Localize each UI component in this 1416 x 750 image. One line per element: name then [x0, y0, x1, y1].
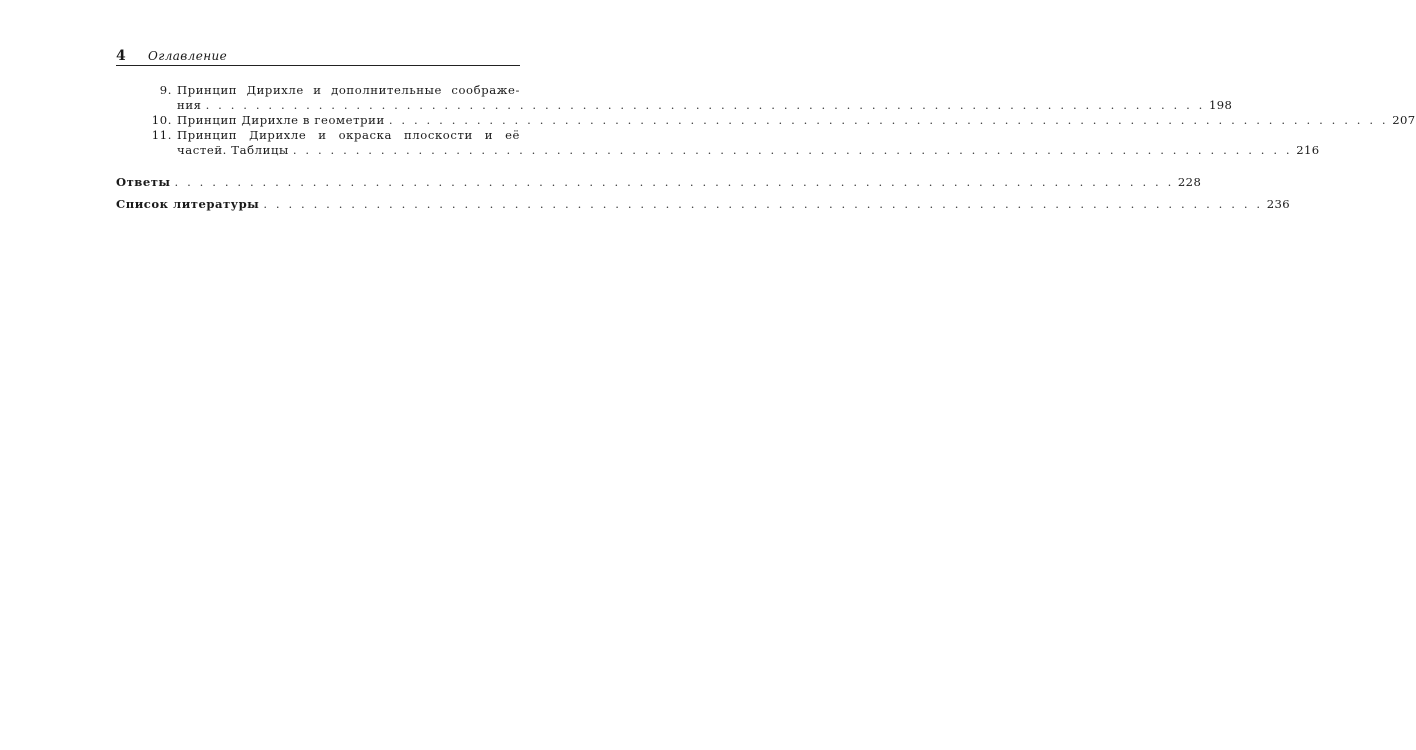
toc-section-bibliography — [116, 197, 1291, 212]
toc-page-number: 198 — [1208, 98, 1233, 112]
page-number: 4 — [116, 48, 126, 64]
toc-page-number: 216 — [1296, 143, 1320, 157]
toc-leader-row — [177, 143, 1320, 158]
toc-entry-11-line-2 — [116, 143, 1320, 158]
toc-leader-row — [116, 175, 1202, 190]
toc-leader-row — [177, 113, 1416, 128]
toc-section-title: Ответы — [116, 175, 171, 189]
toc-entry-title: Принцип Дирихле и дополнительные соображе- — [177, 83, 520, 97]
dot-leader: . . . . . . . . . . . . . . . . . . . . . . . . . . . . . . . . . . . . . . . . . . . . . . . . . . . . . . . . . . . . . . . . . . . . . . . . . . . . . . . . — [263, 197, 1263, 211]
toc-entry-11-line-1 — [116, 128, 520, 143]
toc-page-number: 207 — [1392, 113, 1416, 127]
toc-entry-9-line-2 — [116, 98, 1233, 113]
running-head — [116, 47, 520, 66]
toc-entry-title-continuation: частей. Таблицы — [177, 143, 289, 157]
dot-leader: . . . . . . . . . . . . . . . . . . . . . . . . . . . . . . . . . . . . . . . . . . . . . . . . . . . . . . . . . . . . . . . . . . . . . . . . . . . . . . . . — [388, 113, 1389, 127]
toc-entry-title: Принцип Дирихле в геометрии — [177, 113, 385, 127]
toc-section-title: Список литературы — [116, 197, 260, 211]
toc-entry-number: 11. — [151, 128, 172, 142]
toc-entry-title-continuation: ния — [177, 98, 202, 112]
toc-leader-row — [116, 197, 1291, 212]
toc-entry-number: 10. — [151, 113, 172, 127]
table-of-contents — [116, 83, 1416, 212]
toc-entry-number: 9. — [159, 83, 172, 97]
toc-entry-title: Принцип Дирихле и окраска плоскости и её — [177, 128, 520, 142]
running-head-title: Оглавление — [148, 49, 228, 63]
toc-page-number: 236 — [1266, 197, 1291, 211]
dot-leader: . . . . . . . . . . . . . . . . . . . . . . . . . . . . . . . . . . . . . . . . . . . . . . . . . . . . . . . . . . . . . . . . . . . . . . . . . . . . . . . . — [174, 175, 1174, 189]
toc-page-number: 228 — [1177, 175, 1202, 189]
toc-entry-9-line-1 — [116, 83, 520, 98]
dot-leader: . . . . . . . . . . . . . . . . . . . . . . . . . . . . . . . . . . . . . . . . . . . . . . . . . . . . . . . . . . . . . . . . . . . . . . . . . . . . . . . . — [205, 98, 1205, 112]
dot-leader: . . . . . . . . . . . . . . . . . . . . . . . . . . . . . . . . . . . . . . . . . . . . . . . . . . . . . . . . . . . . . . . . . . . . . . . . . . . . . . . . — [292, 143, 1293, 157]
toc-leader-row — [177, 98, 1233, 113]
toc-section-answers — [116, 175, 1202, 190]
toc-entry-10 — [116, 113, 1416, 128]
